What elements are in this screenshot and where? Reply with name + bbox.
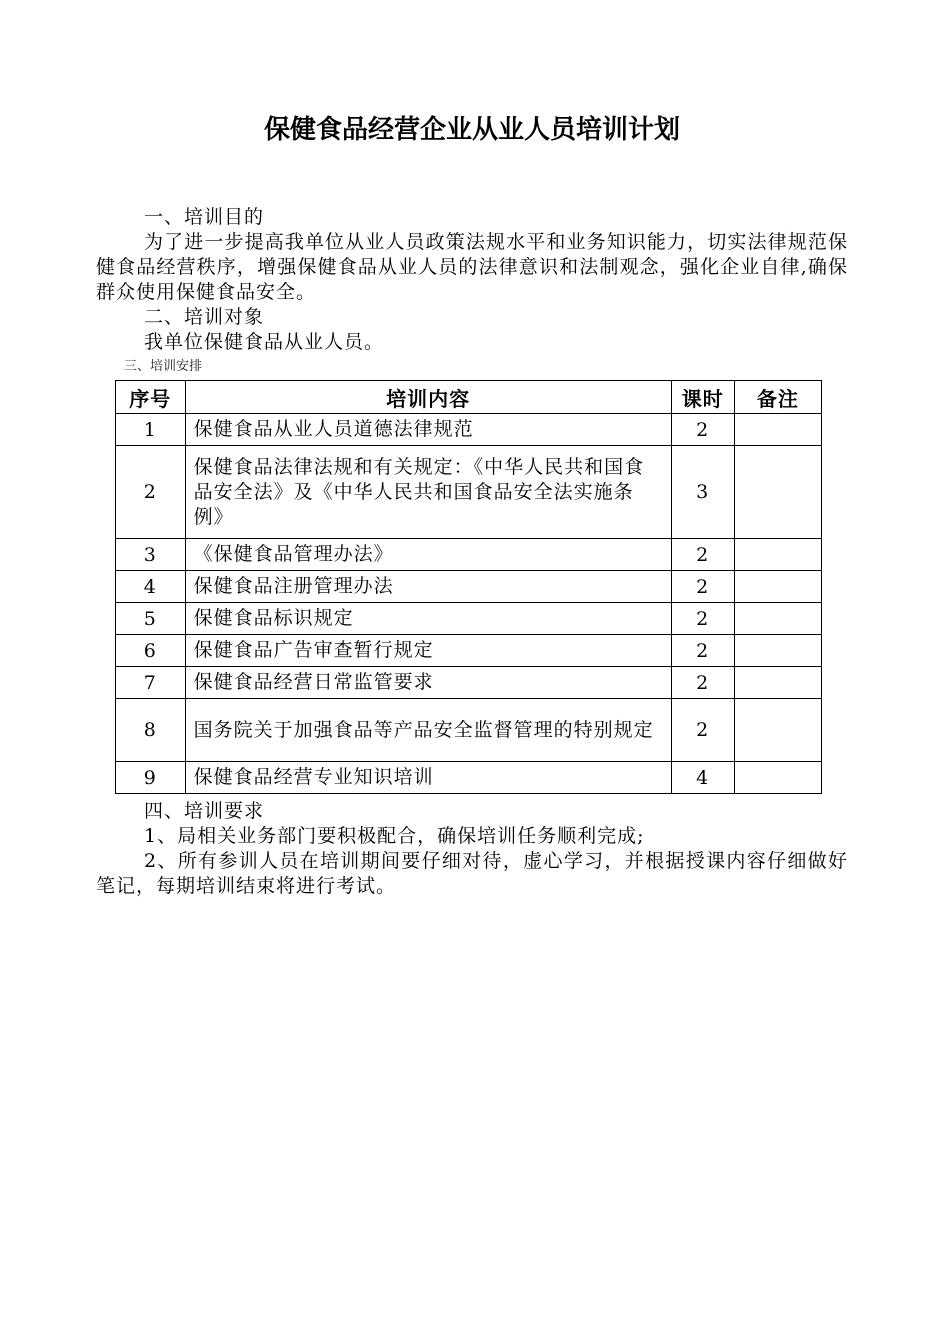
row-note [734,762,821,794]
header-content: 培训内容 [185,381,671,414]
row-hours: 2 [671,635,734,667]
table-header-row [116,381,822,414]
row-hours: 2 [671,539,734,571]
row-content: 保健食品广告审查暂行规定 [185,635,671,667]
section1-heading: 一、培训目的 [144,206,265,228]
table-row [116,699,822,762]
header-number: 序号 [116,381,186,414]
table-row [116,667,822,699]
section3-heading: 三、培训安排 [124,359,203,374]
row-hours: 2 [671,603,734,635]
table-row [116,414,822,446]
row-hours: 4 [671,762,734,794]
section2-heading: 二、培训对象 [144,306,265,328]
row-hours: 3 [671,446,734,539]
row-hours: 2 [671,414,734,446]
row-note [734,414,821,446]
row-note [734,667,821,699]
section4-item2: 2、所有参训人员在培训期间要仔细对待，虚心学习，并根据授课内容仔细做好笔记，每期培训结束将进行考试。 [96,850,848,897]
table-row [116,603,822,635]
row-content: 保健食品经营专业知识培训 [185,762,671,794]
row-content: 保健食品从业人员道德法律规范 [185,414,671,446]
row-hours: 2 [671,667,734,699]
row-content: 保健食品注册管理办法 [185,571,671,603]
row-number: 7 [116,667,186,699]
document-title: 保健食品经营企业从业人员培训计划 [263,115,680,145]
table-row [116,635,822,667]
row-content: 国务院关于加强食品等产品安全监督管理的特别规定 [185,699,671,762]
row-number: 9 [116,762,186,794]
row-number: 5 [116,603,186,635]
section2-text: 我单位保健食品从业人员。 [144,331,385,353]
row-number: 1 [116,414,186,446]
row-note [734,446,821,539]
row-content: 保健食品法律法规和有关规定：《中华人民共和国食品安全法》及《中华人民共和国食品安全法实施条例》 [185,446,671,539]
row-content: 《保健食品管理办法》 [185,539,671,571]
row-note [734,635,821,667]
table-row [116,571,822,603]
row-number: 8 [116,699,186,762]
header-note: 备注 [734,381,821,414]
row-number: 4 [116,571,186,603]
row-note [734,699,821,762]
table-row [116,446,822,539]
row-hours: 2 [671,571,734,603]
row-number: 2 [116,446,186,539]
row-number: 3 [116,539,186,571]
row-content: 保健食品标识规定 [185,603,671,635]
row-note [734,571,821,603]
table-row [116,762,822,794]
section1-text: 为了进一步提高我单位从业人员政策法规水平和业务知识能力，切实法律规范保健食品经营秩序，增强保健食品从业人员的法律意识和法制观念，强化企业自律,确保群众使用保健食品安全。 [96,231,848,303]
training-schedule-table [115,380,822,794]
header-hours: 课时 [671,381,734,414]
row-note [734,603,821,635]
row-number: 6 [116,635,186,667]
table-row [116,539,822,571]
row-content: 保健食品经营日常监管要求 [185,667,671,699]
row-hours: 2 [671,699,734,762]
row-note [734,539,821,571]
section4-item1: 1、局相关业务部门要积极配合，确保培训任务顺利完成; [144,825,645,847]
section4-heading: 四、培训要求 [144,800,265,822]
